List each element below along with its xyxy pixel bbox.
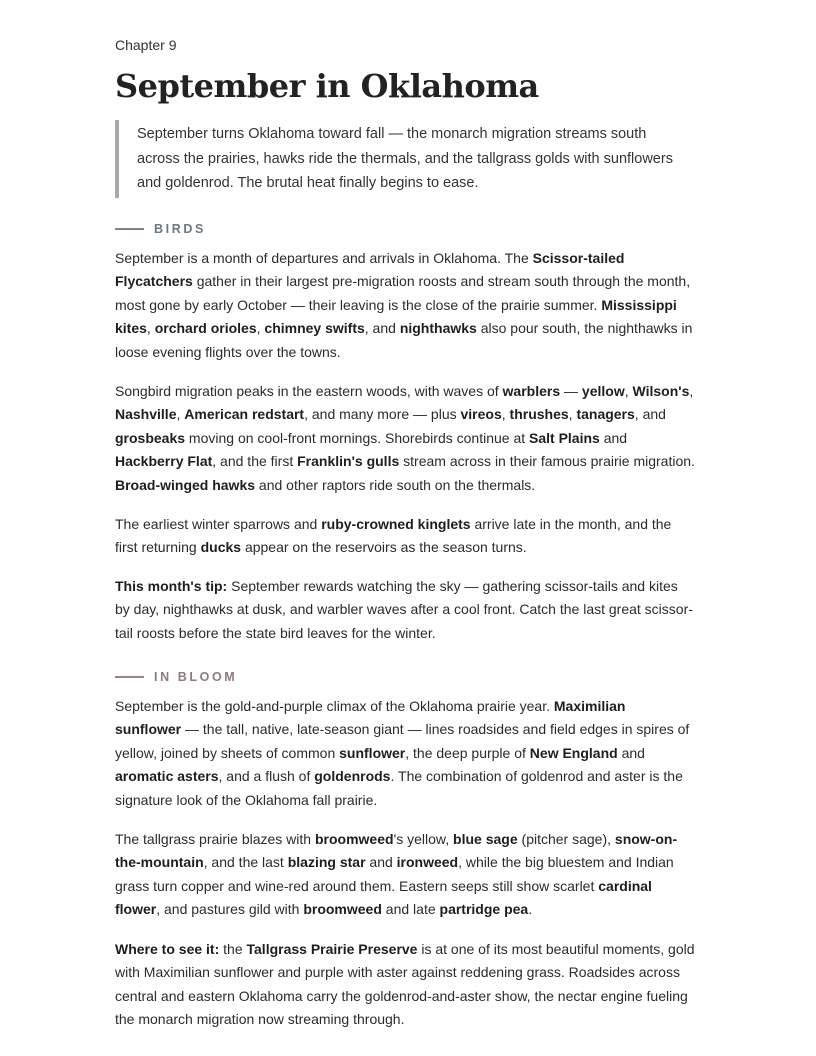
bold-term: This month's tip:	[115, 578, 228, 594]
birds-paragraph-2: Songbird migration peaks in the eastern woods, with waves of warblers — yellow, Wilson's, Nashville, American redstart, and many more — plus vireos, thrushes, tanagers, and grosbeaks moving on cool-front mornings. Shorebirds continue at Salt Plains and Hackberry Flat, and the first Franklin's gulls stream across in their famous prairie migration. Broad-winged hawks and other raptors ride south on the thermals.	[115, 383, 695, 493]
bold-term: blazing star	[287, 854, 366, 871]
section-heading-birds	[115, 222, 206, 236]
birds-paragraph-1: September is a month of departures and arrivals in Oklahoma. The Scissor-tailed Flycatchers gather in their largest pre-migration roosts and stream south through the month, most gone by early October — their leaving is the close of the prairie summer. Mississippi kites, orchard orioles, chimney swifts, and nighthawks also pour south, the nighthawks in loose evening flights over the towns.	[115, 250, 693, 360]
section-label: IN BLOOM	[154, 670, 238, 684]
bold-term: Hackberry Flat	[115, 453, 213, 470]
bold-term: Wilson's	[632, 383, 690, 399]
bold-term: New England	[529, 744, 618, 761]
bold-term: American redstart	[184, 406, 305, 423]
bold-term: Tallgrass Prairie Preserve	[246, 941, 418, 957]
bold-term: Nashville	[115, 406, 177, 423]
section-label: BIRDS	[154, 222, 206, 236]
bold-term: goldenrods	[314, 768, 391, 785]
bold-term: cardinal flower	[115, 877, 652, 918]
bold-term: grosbeaks	[115, 429, 186, 446]
bold-term: broomweed	[314, 831, 394, 847]
bold-term: ironweed	[396, 854, 459, 871]
bloom-paragraph-2: The tallgrass prairie blazes with broomweed's yellow, blue sage (pitcher sage), snow-on-the-mountain, and the last blazing star and ironweed, while the big bluestem and Indian grass turn copper and wine-red around them. Eastern seeps still show scarlet cardinal flower, and pastures gild with broomweed and late partridge pea.	[115, 831, 678, 918]
bold-term: partridge pea	[439, 901, 529, 918]
bold-term: vireos	[460, 406, 502, 423]
bold-term: Scissor-tailed Flycatchers	[115, 250, 625, 290]
page-title: September in Oklahoma	[115, 67, 539, 105]
bold-term: snow-on-the-mountain	[115, 831, 678, 871]
intro-blockquote: September turns Oklahoma toward fall — the monarch migration streams south across the prairies, hawks ride the thermals, and the tallgrass golds with sunflowers and goldenrod. The brutal heat finally begins to ease.	[115, 120, 691, 198]
bold-term: blue sage	[453, 831, 518, 847]
bold-term: yellow	[581, 383, 625, 399]
section-rule	[115, 228, 144, 230]
chapter-label: Chapter 9	[115, 37, 177, 53]
bloom-where-paragraph: Where to see it: the Tallgrass Prairie Preserve is at one of its most beautiful moments, gold with Maximilian sunflower and purple with aster against reddening grass. Roadsides across central and eastern Oklahoma carry the goldenrod-and-aster show, the nectar engine fueling the monarch migration now streaming through.	[115, 941, 695, 1028]
bold-term: orchard orioles	[154, 320, 257, 337]
bold-term: sunflower	[339, 744, 406, 761]
section-rule	[115, 676, 144, 678]
section-heading-in-bloom	[115, 670, 237, 684]
bold-term: Maximilian sunflower	[115, 698, 626, 738]
birds-tip-paragraph: This month's tip: September rewards watching the sky — gathering scissor-tails and kites by day, nighthawks at dusk, and warbler waves after a cool front. Catch the last great scissor-tail roosts before the state bird leaves for the winter.	[115, 578, 693, 641]
bold-term: thrushes	[509, 406, 569, 423]
bold-term: nighthawks	[399, 320, 477, 337]
bloom-paragraph-1: September is the gold-and-purple climax of the Oklahoma prairie year. Maximilian sunflower — the tall, native, late-season giant — lines roadsides and field edges in spires of yellow, joined by sheets of common sunflower, the deep purple of New England and aromatic asters, and a flush of goldenrods. The combination of goldenrod and aster is the signature look of the Oklahoma fall prairie.	[115, 698, 690, 808]
bold-term: aromatic asters	[115, 768, 219, 785]
bold-term: chimney swifts	[264, 320, 365, 337]
birds-paragraph-3: The earliest winter sparrows and ruby-crowned kinglets arrive late in the month, and the first returning ducks appear on the reservoirs as the season turns.	[115, 516, 672, 556]
bold-term: warblers	[502, 383, 561, 399]
bold-term: Salt Plains	[529, 429, 600, 446]
bold-term: Mississippi kites	[115, 296, 677, 337]
bold-term: Where to see it:	[115, 941, 220, 957]
bold-term: ducks	[200, 539, 242, 556]
bold-term: tanagers	[576, 406, 635, 423]
bold-term: ruby-crowned kinglets	[321, 516, 471, 532]
bold-term: Franklin's gulls	[297, 453, 400, 470]
bold-term: Broad-winged hawks	[115, 476, 256, 493]
bold-term: broomweed	[303, 901, 382, 918]
